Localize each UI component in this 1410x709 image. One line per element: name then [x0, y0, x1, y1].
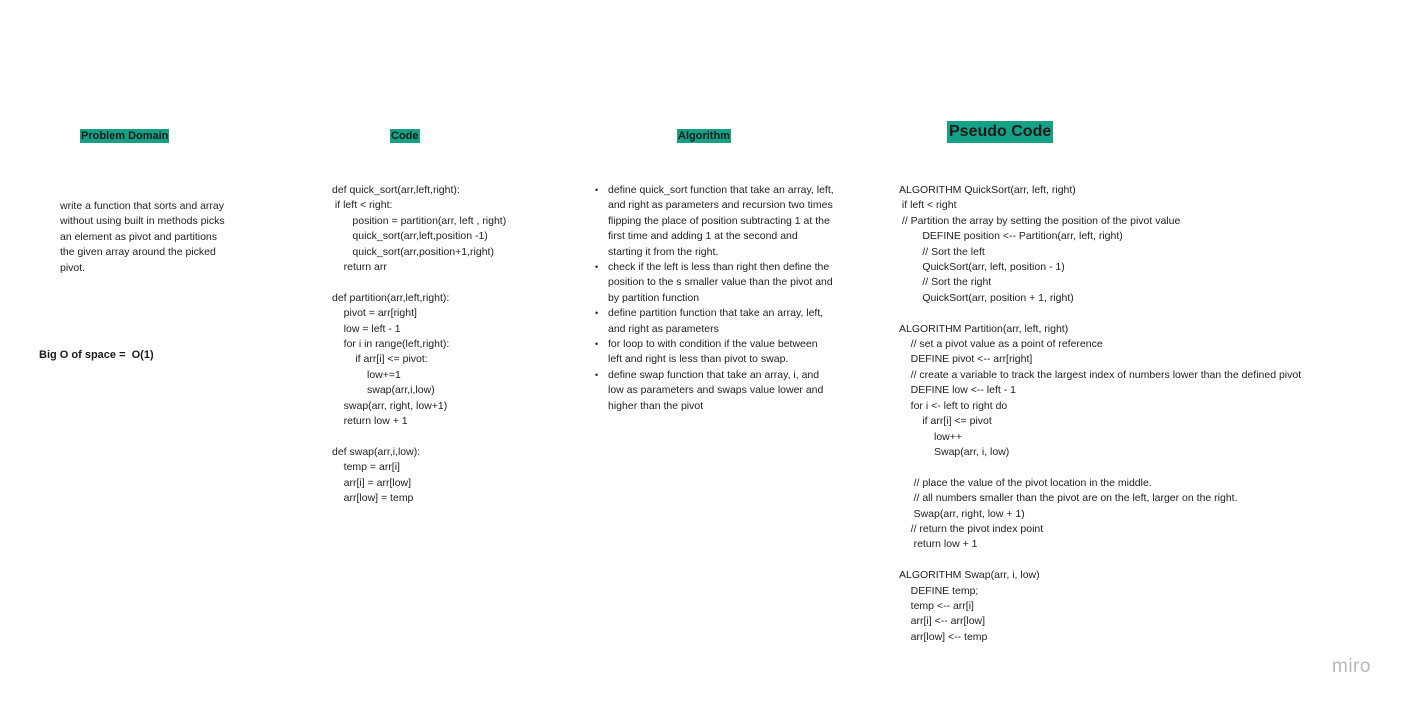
pseudo-line: if left < right — [899, 199, 957, 212]
pseudo-line: if arr[i] <= pivot — [899, 415, 992, 428]
code-line: for i in range(left,right): — [332, 338, 450, 351]
code-block — [332, 183, 506, 507]
pseudo-line: // set a pivot value as a point of reference — [899, 338, 1103, 351]
pseudo-line: // return the pivot index point — [899, 522, 1044, 535]
algorithm-bullet: • define partition function that take an array, left, and right as parameters — [594, 306, 834, 337]
pseudo-line: DEFINE position <-- Partition(arr, left, right) — [899, 230, 1123, 243]
pseudo-line — [899, 460, 1301, 475]
pseudo-line — [899, 553, 1301, 568]
pseudo-line: low++ — [899, 430, 963, 443]
pseudo-line: Swap(arr, right, low + 1) — [899, 507, 1025, 520]
pseudo-line: ALGORITHM Partition(arr, left, right) — [899, 322, 1069, 335]
pseudo-line: DEFINE low <-- left - 1 — [899, 384, 1016, 397]
code-line: arr[i] = arr[low] — [332, 476, 412, 489]
pseudo-line: arr[i] <-- arr[low] — [899, 615, 986, 628]
pseudo-code-block — [899, 183, 1301, 645]
code-line: pivot = arr[right] — [332, 307, 417, 320]
code-line: swap(arr, right, low+1) — [332, 399, 448, 412]
pseudo-line: QuickSort(arr, left, position - 1) — [899, 261, 1065, 274]
code-line: return low + 1 — [332, 415, 408, 428]
pseudo-line: ALGORITHM QuickSort(arr, left, right) — [899, 184, 1076, 196]
pseudo-line: temp <-- arr[i] — [899, 599, 974, 612]
algorithm-bullet: • define quick_sort function that take an array, left, and right as parameters and recursion two times flipping the place of position subtracting 1 at the first time and adding 1 at the second and starting it from the right. — [594, 183, 834, 260]
problem-description: write a function that sorts and array without using built in methods picks an element as pivot and partitions the given array around the picked pivot. — [60, 200, 225, 274]
code-line: swap(arr,i,low) — [332, 384, 435, 397]
code-line: return arr — [332, 261, 387, 274]
code-line: temp = arr[i] — [332, 461, 400, 474]
code-line: quick_sort(arr,left,position -1) — [332, 230, 488, 243]
code-line: quick_sort(arr,position+1,right) — [332, 245, 494, 258]
algorithm-list — [594, 183, 834, 414]
code-line: low+=1 — [332, 368, 401, 381]
code-line: if left < right: — [332, 199, 393, 212]
code-line: def swap(arr,i,low): — [332, 445, 421, 458]
pseudo-line: return low + 1 — [899, 538, 978, 551]
code-line: low = left - 1 — [332, 322, 401, 335]
code-line: def quick_sort(arr,left,right): — [332, 184, 460, 196]
pseudo-code-heading: Pseudo Code — [947, 121, 1053, 143]
pseudo-line: // all numbers smaller than the pivot are on the left, larger on the right. — [899, 492, 1238, 505]
code-line: def partition(arr,left,right): — [332, 291, 450, 304]
pseudo-line: // Partition the array by setting the position of the pivot value — [899, 214, 1181, 227]
algorithm-bullet: • define swap function that take an array, i, and low as parameters and swaps value lower and higher than the pivot — [594, 368, 834, 414]
pseudo-line: for i <- left to right do — [899, 399, 1008, 412]
pseudo-line: // place the value of the pivot location in the middle. — [899, 476, 1152, 489]
pseudo-line: // create a variable to track the largest index of numbers lower than the defined pivot — [899, 368, 1302, 381]
problem-domain-heading: Problem Domain — [81, 130, 169, 142]
code-line — [332, 430, 506, 445]
pseudo-line — [899, 306, 1301, 321]
pseudo-line: // Sort the right — [899, 276, 992, 289]
code-line: if arr[i] <= pivot: — [332, 353, 428, 366]
miro-logo: miro — [1332, 656, 1371, 677]
pseudo-line: // Sort the left — [899, 245, 985, 258]
algorithm-heading: Algorithm — [678, 130, 730, 142]
pseudo-line: Swap(arr, i, low) — [899, 445, 1010, 458]
big-o-space: Big O of space = O(1) — [39, 349, 154, 361]
pseudo-line: ALGORITHM Swap(arr, i, low) — [899, 569, 1040, 582]
code-heading: Code — [391, 130, 419, 142]
algorithm-bullet: • check if the left is less than right then define the position to the s smaller value than the pivot and by partition function — [594, 260, 834, 306]
pseudo-line: QuickSort(arr, position + 1, right) — [899, 291, 1074, 304]
pseudo-line: DEFINE pivot <-- arr[right] — [899, 353, 1033, 366]
algorithm-bullet: • for loop to with condition if the value between left and right is less than pivot to swap. — [594, 337, 834, 368]
code-line: position = partition(arr, left , right) — [332, 214, 507, 227]
code-line: arr[low] = temp — [332, 492, 414, 505]
pseudo-line: arr[low] <-- temp — [899, 630, 988, 643]
pseudo-line: DEFINE temp; — [899, 584, 979, 597]
code-line — [332, 275, 506, 290]
